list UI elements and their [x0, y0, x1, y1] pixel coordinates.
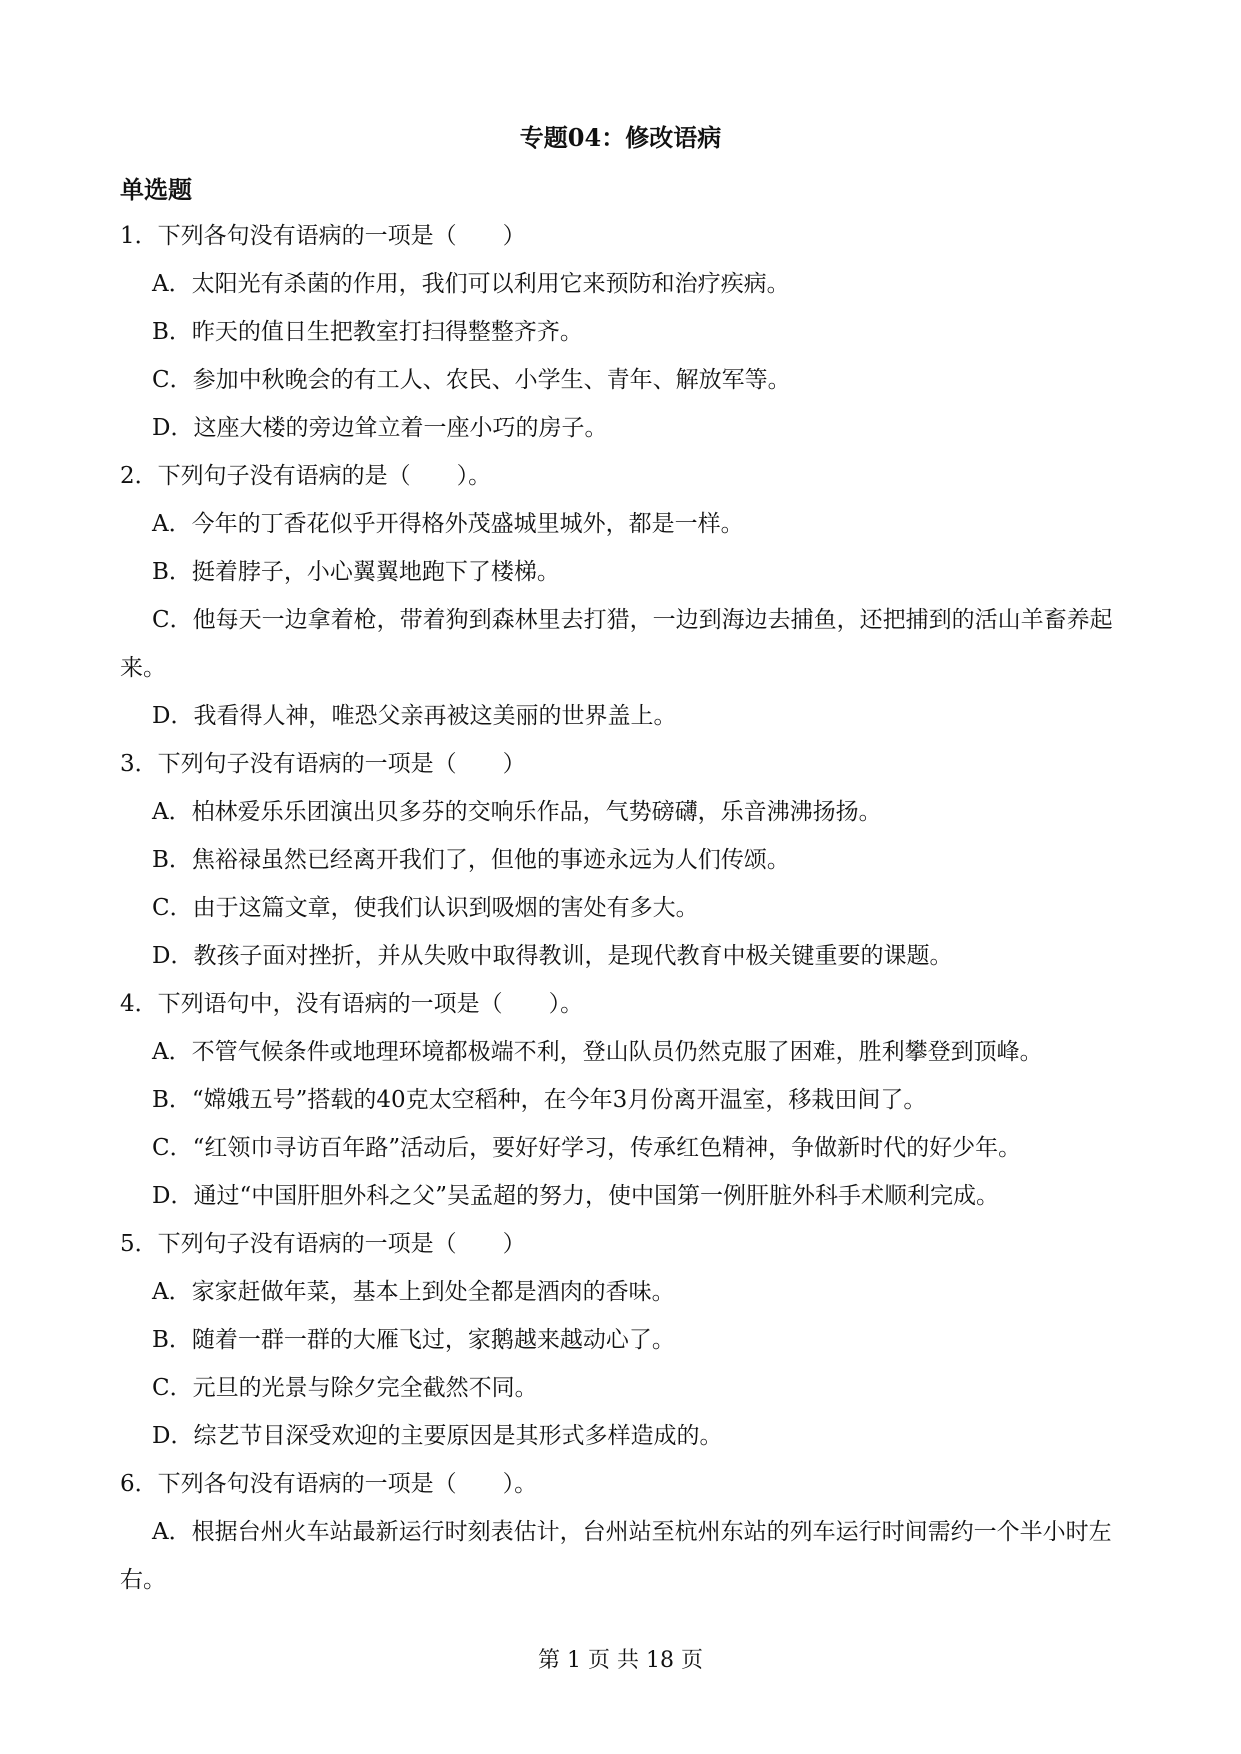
option-a: A．不管气候条件或地理环境都极端不利，登山队员仍然克服了困难，胜利攀登到顶峰。 — [152, 1039, 1043, 1065]
question-stem: 3．下列句子没有语病的一项是（ ） — [120, 751, 526, 777]
option-c: C．“红领巾寻访百年路”活动后，要好好学习，传承红色精神，争做新时代的好少年。 — [152, 1135, 1022, 1161]
option-c: C．元旦的光景与除夕完全截然不同。 — [152, 1375, 538, 1401]
option-b: B．“嫦娥五号”搭载的40克太空稻种，在今年3月份离开温室，移栽田间了。 — [152, 1087, 927, 1113]
option-b: B．焦裕禄虽然已经离开我们了，但他的事迹永远为人们传颂。 — [152, 847, 790, 873]
question-stem: 1．下列各句没有语病的一项是（ ） — [120, 223, 526, 249]
option-a: A．柏林爱乐乐团演出贝多芬的交响乐作品，气势磅礴，乐音沸沸扬扬。 — [152, 799, 882, 825]
question-list — [120, 212, 1120, 1604]
question-1 — [120, 212, 1120, 452]
question-2 — [120, 452, 1120, 740]
question-stem: 4．下列语句中，没有语病的一项是（ ）。 — [120, 991, 584, 1017]
option-a: A．根据台州火车站最新运行时刻表估计，台州站至杭州东站的列车运行时间需约一个半小时左右。 — [120, 1519, 1112, 1593]
question-3 — [120, 740, 1120, 980]
page-title: 专题04：修改语病 — [519, 123, 722, 152]
option-d: D．我看得人神，唯恐父亲再被这美丽的世界盖上。 — [152, 703, 677, 729]
question-stem: 6．下列各句没有语病的一项是（ ）。 — [120, 1471, 538, 1497]
option-d: D．通过“中国肝胆外科之父”吴孟超的努力，使中国第一例肝脏外科手术顺利完成。 — [152, 1183, 999, 1209]
option-b: B．随着一群一群的大雁飞过，家鹅越来越动心了。 — [152, 1327, 675, 1353]
option-d: D．这座大楼的旁边耸立着一座小巧的房子。 — [152, 415, 608, 441]
question-6 — [120, 1460, 1120, 1604]
option-b: B．挺着脖子，小心翼翼地跑下了楼梯。 — [152, 559, 560, 585]
option-a: A．太阳光有杀菌的作用，我们可以利用它来预防和治疗疾病。 — [152, 271, 790, 297]
question-5 — [120, 1220, 1120, 1460]
question-4 — [120, 980, 1120, 1220]
option-c: C．由于这篇文章，使我们认识到吸烟的害处有多大。 — [152, 895, 699, 921]
option-c: C．他每天一边拿着枪，带着狗到森林里去打猎，一边到海边去捕鱼，还把捕到的活山羊畜养起来。 — [120, 607, 1113, 681]
page-number-footer: 第 1 页 共 18 页 — [538, 1648, 703, 1673]
option-c: C．参加中秋晚会的有工人、农民、小学生、青年、解放军等。 — [152, 367, 791, 393]
question-stem: 5．下列句子没有语病的一项是（ ） — [120, 1231, 526, 1257]
question-stem: 2．下列句子没有语病的是（ ）。 — [120, 463, 492, 489]
section-heading: 单选题 — [120, 175, 192, 204]
option-a: A．家家赶做年菜，基本上到处全都是酒肉的香味。 — [152, 1279, 675, 1305]
option-a: A．今年的丁香花似乎开得格外茂盛城里城外，都是一样。 — [152, 511, 744, 537]
option-d: D．教孩子面对挫折，并从失败中取得教训，是现代教育中极关键重要的课题。 — [152, 943, 953, 969]
option-d: D．综艺节目深受欢迎的主要原因是其形式多样造成的。 — [152, 1423, 723, 1449]
option-b: B．昨天的值日生把教室打扫得整整齐齐。 — [152, 319, 583, 345]
